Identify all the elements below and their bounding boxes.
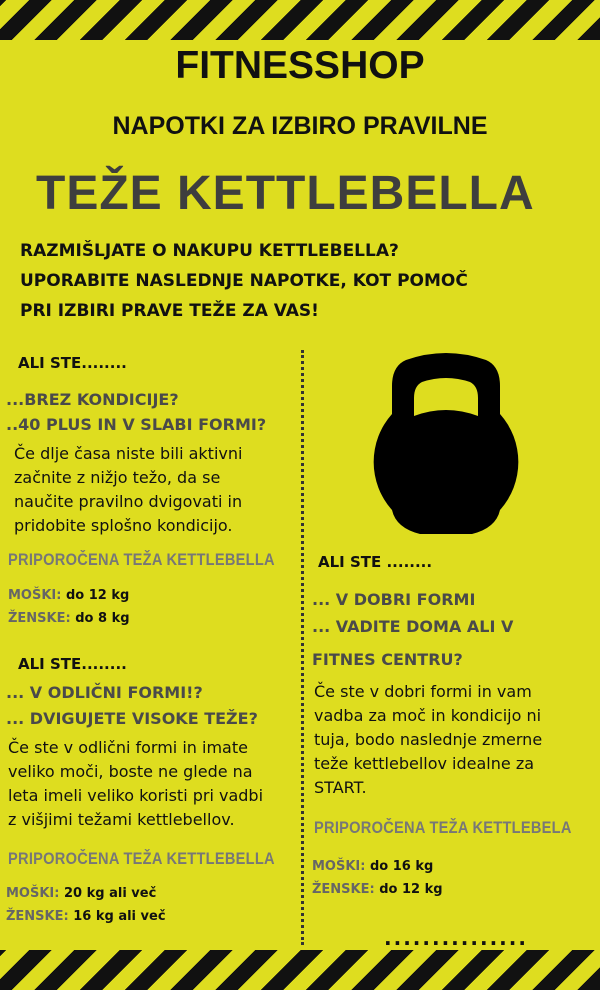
section2-recommended: PRIPOROČENA TEŽA KETTLEBELLA	[8, 849, 275, 868]
women-label: ŽENSKE:	[6, 909, 69, 924]
section2-men	[6, 886, 156, 901]
section1-question-1: ...BREZ KONDICIJE?	[6, 390, 179, 409]
body-line: začnite z nižjo težo, da se	[14, 468, 221, 487]
section1-body	[14, 442, 242, 538]
body-line: z višjimi težami kettlebellov.	[8, 810, 235, 829]
body-line: Če ste v odlični formi in imate	[8, 738, 248, 757]
intro-line: UPORABITE NASLEDNJE NAPOTKE, KOT POMOČ	[20, 271, 468, 291]
section1-women	[8, 611, 130, 626]
men-label: MOŠKI:	[8, 588, 62, 603]
body-line: veliko moči, boste ne glede na	[8, 762, 253, 781]
section3-question-2: ... VADITE DOMA ALI V	[312, 617, 514, 636]
column-divider	[301, 350, 304, 945]
intro-text	[20, 236, 468, 326]
body-line: pridobite splošno kondicijo.	[14, 516, 233, 535]
section3-question-1: ... V DOBRI FORMI	[312, 590, 476, 609]
section2-body	[8, 736, 263, 832]
section2-heading: ALI STE........	[18, 655, 127, 673]
body-line: Če dlje časa niste bili aktivni	[14, 444, 243, 463]
body-line: tuja, bodo naslednje zmerne	[314, 730, 543, 749]
women-label: ŽENSKE:	[8, 611, 71, 626]
women-value: do 8 kg	[75, 611, 130, 626]
intro-line: PRI IZBIRI PRAVE TEŽE ZA VAS!	[20, 301, 319, 321]
men-label: MOŠKI:	[312, 859, 366, 874]
intro-line: RAZMIŠLJATE O NAKUPU KETTLEBELLA?	[20, 241, 399, 261]
women-value: do 12 kg	[379, 882, 443, 897]
men-value: do 12 kg	[66, 588, 130, 603]
footer-dots: ...............	[384, 926, 528, 950]
women-value: 16 kg ali več	[73, 909, 166, 924]
section3-heading: ALI STE ........	[318, 553, 433, 571]
hazard-stripes-bottom	[0, 950, 600, 990]
section2-question-2: ... DVIGUJETE VISOKE TEŽE?	[6, 709, 258, 728]
hazard-stripes-top	[0, 0, 600, 40]
men-label: MOŠKI:	[6, 886, 60, 901]
body-line: leta imeli veliko koristi pri vadbi	[8, 786, 264, 805]
subtitle: NAPOTKI ZA IZBIRO PRAVILNE	[112, 112, 488, 140]
men-value: do 16 kg	[370, 859, 434, 874]
section1-recommended: PRIPOROČENA TEŽA KETTLEBELLA	[8, 550, 275, 569]
section3-body	[314, 680, 542, 800]
brand-title: FITNESSHOP	[175, 44, 425, 87]
section1-heading: ALI STE........	[18, 354, 127, 372]
kettlebell-icon	[372, 352, 520, 537]
section1-men	[8, 588, 129, 603]
body-line: vadba za moč in kondicijo ni	[314, 706, 542, 725]
section1-question-2: ..40 PLUS IN V SLABI FORMI?	[6, 415, 267, 434]
body-line: naučite pravilno dvigovati in	[14, 492, 243, 511]
women-label: ŽENSKE:	[312, 882, 375, 897]
section2-question-1: ... V ODLIČNI FORMI!?	[6, 683, 203, 702]
section3-question-3: FITNES CENTRU?	[312, 650, 463, 669]
page-title: TEŽE KETTLEBELLA	[36, 167, 535, 220]
body-line: teže kettlebellov idealne za	[314, 754, 535, 773]
section3-women	[312, 882, 443, 897]
section2-women	[6, 909, 166, 924]
section3-men	[312, 859, 433, 874]
men-value: 20 kg ali več	[64, 886, 157, 901]
section3-recommended: PRIPOROČENA TEŽA KETTLEBELA	[314, 818, 572, 837]
body-line: START.	[314, 778, 367, 797]
body-line: Če ste v dobri formi in vam	[314, 682, 532, 701]
